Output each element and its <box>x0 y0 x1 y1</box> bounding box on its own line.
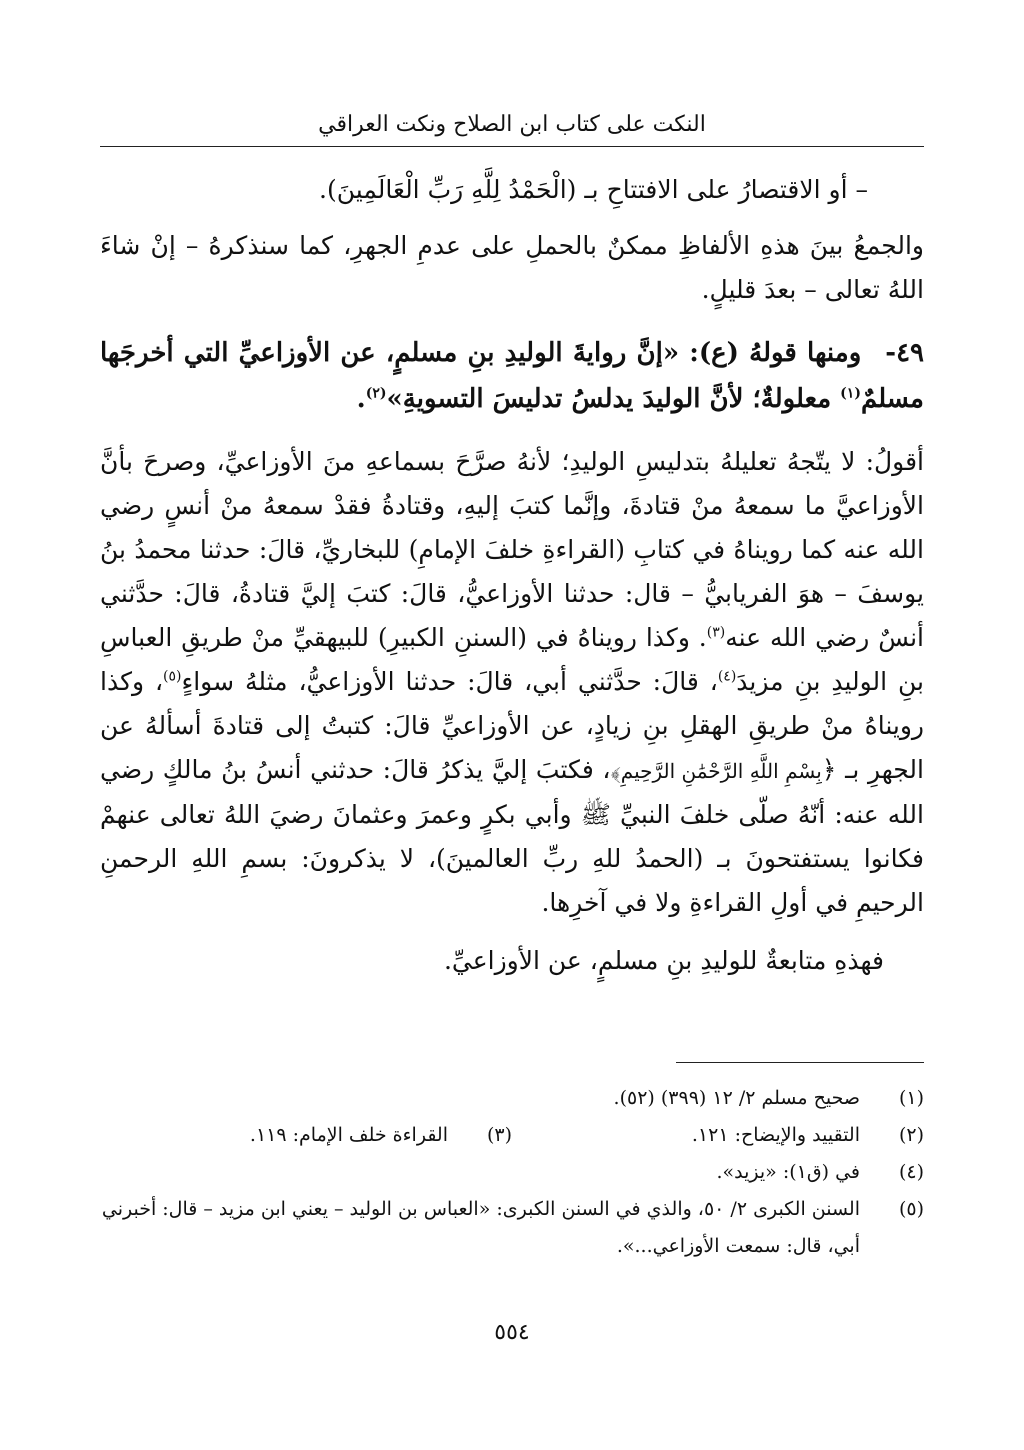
footnote-number: (٢) <box>898 1124 924 1146</box>
basmala: بِسْمِ اللَّهِ الرَّحْمَٰنِ الرَّحِيمِ <box>620 759 822 783</box>
main-text <box>100 168 924 997</box>
footnote-pair <box>100 1117 924 1154</box>
page-number: ٥٥٤ <box>494 1320 530 1345</box>
footnote-ref-2[interactable]: (٢) <box>365 385 387 402</box>
heading-text-1: ومنها قولهُ (ع): «إنَّ روايةَ الوليدِ بنِ مسلمٍ، عن الأوزاعيِّ التي أخرجَها مسلمٌ <box>100 338 924 414</box>
footnote-5 <box>100 1191 924 1265</box>
footnote-number: (١) <box>898 1087 924 1109</box>
section-number: ٤٩- <box>885 338 924 368</box>
dash-line: – أو الاقتصارُ على الافتتاحِ بـ (الْحَمْدُ لِلَّهِ رَبِّ الْعَالَمِينَ). <box>319 175 868 204</box>
footnote-3 <box>100 1117 512 1154</box>
footnote-1 <box>100 1080 924 1117</box>
paragraph-2-part-b: . وكذا رويناهُ في (السننِ الكبيرِ) للبيهقيِّ منْ طريقِ العباسِ بنِ الوليدِ بنِ مزيدَ <box>100 623 924 696</box>
running-head: النكت على كتاب ابن الصلاح ونكت العراقي <box>318 112 706 137</box>
paragraph-2-part-d: ، وكذا رويناهُ منْ طريقِ الهقلِ بنِ زيادٍ، عن الأوزاعيِّ قالَ: كتبتُ إلى قتادةَ أسألهُ عن الجهرِ بـ ﴿ <box>100 667 924 784</box>
paragraph-2-part-a: أقولُ: لا يتّجهُ تعليلهُ بتدليسِ الوليدِ؛ لأنهُ صرَّحَ بسماعهِ منَ الأوزاعيِّ، وصرحَ بأنَّ الأوزاعيَّ ما سمعهُ منْ قتادةَ، وإنَّما كتبَ إليهِ، وقتادةُ فقدْ سمعهُ منْ أنسٍ رضي الله عنه كما رويناهُ في كتابِ (القراءةِ خلفَ الإمامِ) للبخاريِّ، قالَ: حدثنا محمدُ بنُ يوسفَ – هوَ الفريابيُّ – قال: حدثنا الأوزاعيُّ، قالَ: كتبَ إليَّ قتادةُ، قالَ: حدَّثني أنسٌ رضي الله عنه <box>100 447 924 652</box>
header-rule <box>100 146 924 147</box>
section-heading <box>100 330 924 422</box>
paragraph-2 <box>100 440 924 925</box>
footnote-number: (٣) <box>486 1124 512 1146</box>
footnote-number: (٥) <box>898 1198 924 1220</box>
heading-text-2: معلولةٌ؛ لأنَّ الوليدَ يدلسُ تدليسَ التسويةِ» <box>386 384 841 414</box>
footnotes <box>100 1080 924 1265</box>
footnote-ref-3[interactable]: (٣) <box>706 624 726 641</box>
footnote-ref-1[interactable]: (١) <box>840 385 861 402</box>
paragraph-2-part-e: ﴾، فكتبَ إليَّ يذكرُ قالَ: حدثني أنسُ بنُ مالكٍ رضي الله عنه: أنّهُ صلّى خلفَ النبيِّ ﷺ وأبي بكرٍ وعمرَ وعثمانَ رضيَ اللهُ تعالى عنهمْ فكانوا يستفتحونَ بـ (الحمدُ للهِ ربِّ العالمينَ)، لا يذكرونَ: بسمِ اللهِ الرحمنِ الرحيمِ في أولِ القراءةِ ولا في آخرِها. <box>100 755 924 917</box>
footnote-ref-5[interactable]: (٥) <box>163 668 182 685</box>
footnote-text: السنن الكبرى ٢/ ٥٠، والذي في السنن الكبرى: «العباس بن الوليد – يعني ابن مزيد – قال: أخبرني أبي، قال: سمعت الأوزاعي...». <box>101 1198 860 1257</box>
paragraph-1: والجمعُ بينَ هذهِ الألفاظِ ممكنٌ بالحملِ على عدمِ الجهرِ، كما سنذكرهُ – إنْ شاءَ اللهُ تعالى – بعدَ قليلٍ. <box>100 231 924 304</box>
paragraph-2-part-c: ، قالَ: حدَّثني أبي، قالَ: حدثنا الأوزاعيُّ، مثلهُ سواءٍ <box>181 667 718 696</box>
heading-end: . <box>356 384 366 414</box>
footnote-rule <box>676 1062 924 1063</box>
footnote-text: القراءة خلف الإمام: ١١٩. <box>249 1124 448 1146</box>
footnote-number: (٤) <box>898 1161 924 1183</box>
footnote-ref-4[interactable]: (٤) <box>717 668 737 685</box>
footnote-text: التقييد والإيضاح: ١٢١. <box>691 1124 860 1146</box>
footnote-2 <box>512 1117 924 1154</box>
footnote-4 <box>100 1154 924 1191</box>
paragraph-3: فهذهِ متابعةٌ للوليدِ بنِ مسلمٍ، عن الأوزاعيِّ. <box>443 946 884 975</box>
footnote-text: في (ق١): «يزيد». <box>716 1161 860 1183</box>
footnote-text: صحيح مسلم ٢/ ١٢ (٣٩٩) (٥٢). <box>613 1087 860 1109</box>
